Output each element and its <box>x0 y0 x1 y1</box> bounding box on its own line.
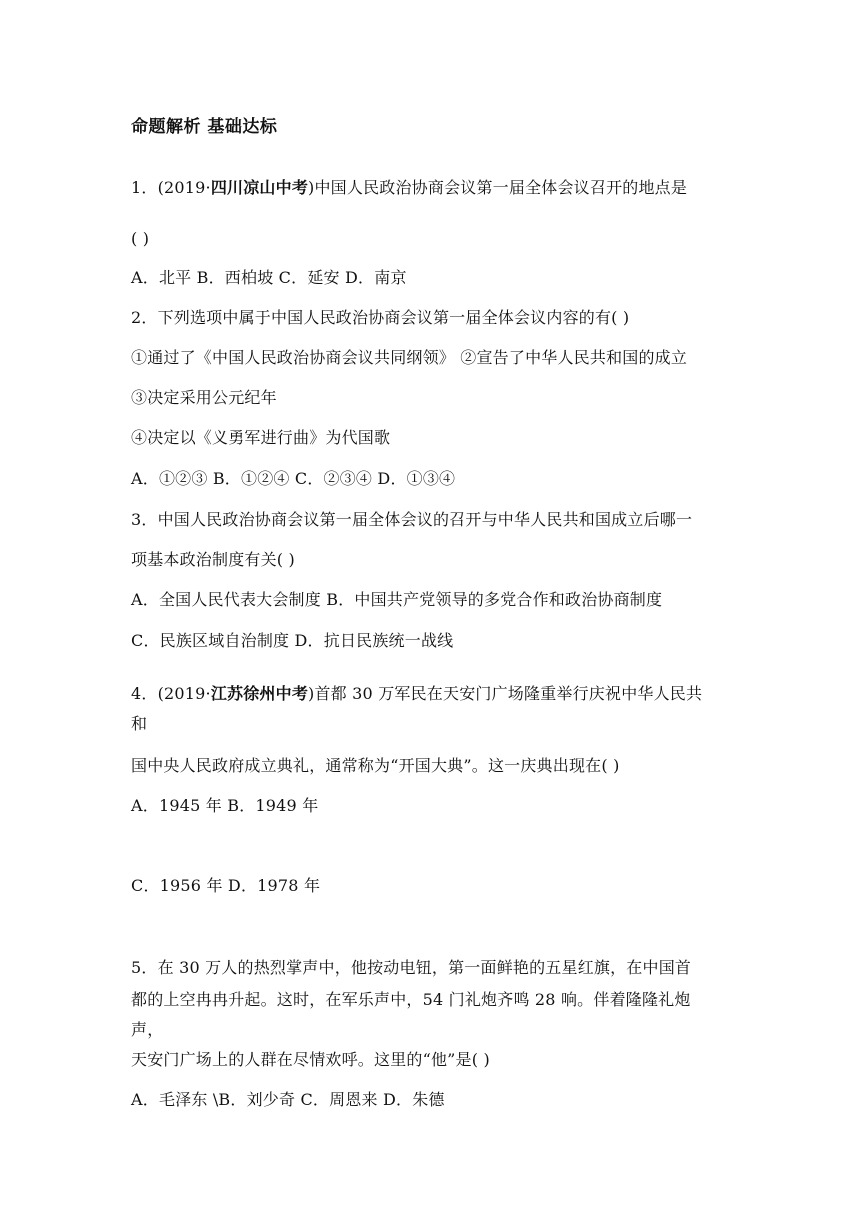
question-3-options-line-1: A．全国人民代表大会制度 B．中国共产党领导的多党合作和政治协商制度 <box>131 590 663 609</box>
question-3-stem-line-1: 3．中国人民政治协商会议第一届全体会议的召开与中华人民共和国成立后哪一 <box>131 510 693 529</box>
question-4-prefix: 4．(2019· <box>131 684 211 703</box>
question-5-stem-line-2: 都的上空冉冉升起。这时，在军乐声中，54 门礼炮齐鸣 28 响。伴着隆隆礼炮 <box>131 990 691 1009</box>
question-1-prefix: 1．(2019· <box>131 178 211 197</box>
question-3-options-line-2: C．民族区域自治制度 D．抗日民族统一战线 <box>131 631 454 650</box>
question-2-options: A．①②③ B．①②④ C．②③④ D．①③④ <box>131 469 456 488</box>
question-3-stem-line-2: 项基本政治制度有关( ) <box>131 550 295 569</box>
question-5-stem-line-3: 天安门广场上的人群在尽情欢呼。这里的“他”是( ) <box>131 1050 490 1069</box>
question-4-stem-line-2: 国中央人民政府成立典礼，通常称为“开国大典”。这一庆典出现在( ) <box>131 756 620 775</box>
question-2-item-4: ④决定以《义勇军进行曲》为代国歌 <box>131 428 391 447</box>
question-2-item-1-2: ①通过了《中国人民政治协商会议共同纲领》 ②宣告了中华人民共和国的成立 <box>131 348 688 367</box>
question-1-text: )中国人民政治协商会议第一届全体会议召开的地点是 <box>308 178 688 197</box>
question-1-bracket: ( ) <box>131 229 150 248</box>
question-4-source: 江苏徐州中考 <box>210 684 309 703</box>
question-4-stem-wrap: 和 <box>131 714 148 733</box>
question-4-options-line-2: C．1956 年 D．1978 年 <box>131 876 321 895</box>
question-1-stem <box>131 178 687 198</box>
question-4-options-line-1: A．1945 年 B．1949 年 <box>131 796 319 815</box>
question-2-item-3: ③决定采用公元纪年 <box>131 388 277 407</box>
question-2-stem: 2．下列选项中属于中国人民政治协商会议第一届全体会议内容的有( ) <box>131 308 630 327</box>
section-heading: 命题解析 基础达标 <box>131 117 278 137</box>
question-5-options: A．毛泽东 \B．刘少奇 C．周恩来 D．朱德 <box>131 1090 445 1109</box>
question-1-options: A．北平 B．西柏坡 C．延安 D．南京 <box>131 268 407 287</box>
question-4-stem-line-1 <box>131 684 702 704</box>
question-1-source: 四川凉山中考 <box>210 178 309 197</box>
question-4-text: )首都 30 万军民在天安门广场隆重举行庆祝中华人民共 <box>308 684 703 703</box>
question-5-stem-line-1: 5．在 30 万人的热烈掌声中，他按动电钮，第一面鲜艳的五星红旗，在中国首 <box>131 958 692 977</box>
question-5-stem-wrap: 声， <box>131 1020 164 1039</box>
